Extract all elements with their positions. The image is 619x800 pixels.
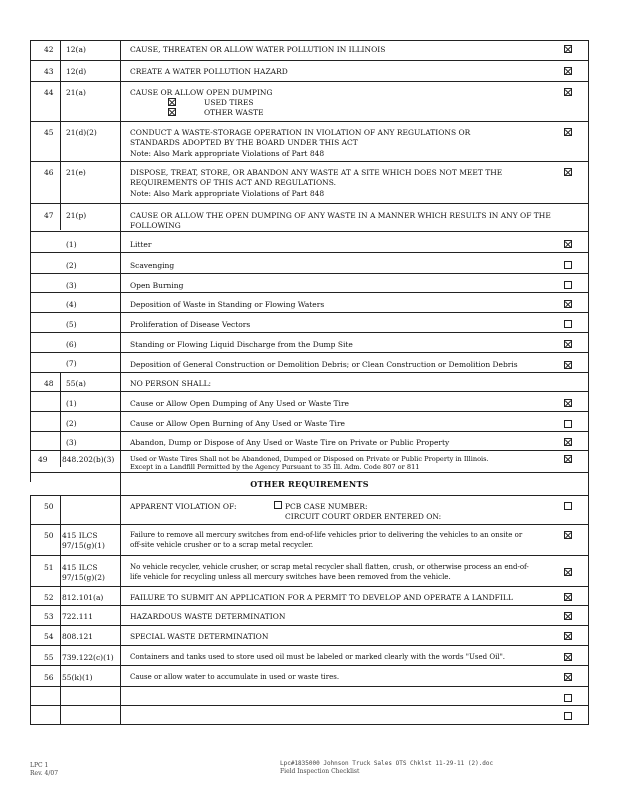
row-46-note: Note: Also Mark appropriate Violations of Part 848 xyxy=(130,189,325,198)
row-43-checkbox[interactable] xyxy=(564,67,572,75)
row-42-checkbox[interactable] xyxy=(564,45,572,53)
row-53-checkbox[interactable] xyxy=(564,612,572,620)
form-id: LPC 1 xyxy=(30,762,49,769)
rule xyxy=(30,555,588,556)
row-50a-number: 50 xyxy=(44,502,54,511)
row-50b-checkbox[interactable] xyxy=(564,531,572,539)
row-50a-checkbox[interactable] xyxy=(564,502,572,510)
row-46-section: 21(e) xyxy=(66,168,86,177)
row-53-section: 722.111 xyxy=(62,612,94,621)
row-52-checkbox[interactable] xyxy=(564,593,572,601)
od-5-text: Proliferation of Disease Vectors xyxy=(130,320,251,329)
row-54-checkbox[interactable] xyxy=(564,632,572,640)
od-4-checkbox[interactable] xyxy=(564,300,572,308)
row-50b-text-line2: off-site vehicle crusher or to a scrap metal recycler. xyxy=(130,541,314,549)
rule xyxy=(30,411,588,412)
row-51-section-line1: 415 ILCS xyxy=(62,563,98,572)
rule xyxy=(30,645,588,646)
od-1-sub: (1) xyxy=(66,240,77,249)
tire-1-text: Cause or Allow Open Dumping of Any Used or Waste Tire xyxy=(130,399,349,408)
pcb-case-checkbox[interactable] xyxy=(274,501,282,509)
tire-1-sub: (1) xyxy=(66,399,77,408)
row-45-text-line2: STANDARDS ADOPTED BY THE BOARD UNDER THIS ACT xyxy=(130,138,358,147)
tire-2-sub: (2) xyxy=(66,419,77,428)
row-45-text-line1: CONDUCT A WASTE-STORAGE OPERATION IN VIOLATION OF ANY REGULATIONS OR xyxy=(130,128,471,137)
row-49-checkbox[interactable] xyxy=(564,455,572,463)
rule xyxy=(30,705,588,706)
row-49-section: 848.202(b)(3) xyxy=(62,455,115,464)
rule xyxy=(30,231,588,232)
od-2-text: Scavenging xyxy=(130,261,175,270)
rule xyxy=(30,203,588,204)
blank-row-2-checkbox[interactable] xyxy=(564,712,572,720)
row-46-checkbox[interactable] xyxy=(564,168,572,176)
tire-3-text: Abandon, Dump or Dispose of Any Used or Waste Tire on Private or Public Property xyxy=(130,438,450,447)
row-47-text-line2: FOLLOWING xyxy=(130,221,181,230)
row-46-text-line1: DISPOSE, TREAT, STORE, OR ABANDON ANY WASTE AT A SITE WHICH DOES NOT MEET THE xyxy=(130,168,503,177)
od-6-checkbox[interactable] xyxy=(564,340,572,348)
od-2-checkbox[interactable] xyxy=(564,261,572,269)
row-52-text: FAILURE TO SUBMIT AN APPLICATION FOR A PERMIT TO DEVELOP AND OPERATE A LANDFILL xyxy=(130,593,513,602)
rule xyxy=(30,665,588,666)
tire-2-checkbox[interactable] xyxy=(564,420,572,428)
rule xyxy=(30,686,588,687)
rule xyxy=(30,252,588,253)
row-55-checkbox[interactable] xyxy=(564,653,572,661)
rule xyxy=(30,724,588,725)
rule xyxy=(30,312,588,313)
other-requirements-header: OTHER REQUIREMENTS xyxy=(250,479,369,489)
rule xyxy=(30,292,588,293)
row-55-section: 739.122(c)(1) xyxy=(62,653,114,662)
od-4-sub: (4) xyxy=(66,300,77,309)
row-56-number: 56 xyxy=(44,673,54,682)
row-50b-section-line2: 97/15(g)(1) xyxy=(62,541,105,550)
col-text-divider xyxy=(120,40,121,725)
circuit-court-label: CIRCUIT COURT ORDER ENTERED ON: xyxy=(285,512,442,521)
row-46-number: 46 xyxy=(44,168,54,177)
col-num-divider xyxy=(60,40,61,230)
row-52-number: 52 xyxy=(44,593,54,602)
row-45-section: 21(d)(2) xyxy=(66,128,97,137)
apparent-violation-label: APPARENT VIOLATION OF: xyxy=(130,502,237,511)
row-43-section: 12(d) xyxy=(66,67,87,76)
rule xyxy=(30,495,588,496)
od-3-checkbox[interactable] xyxy=(564,281,572,289)
od-5-sub: (5) xyxy=(66,320,77,329)
od-2-sub: (2) xyxy=(66,261,77,270)
od-7-sub: (7) xyxy=(66,359,77,368)
row-44-checkbox[interactable] xyxy=(564,88,572,96)
od-4-text: Deposition of Waste in Standing or Flowing Waters xyxy=(130,300,325,309)
row-42-section: 12(a) xyxy=(66,45,86,54)
row-51-text-line1: No vehicle recycler, vehicle crusher, or scrap metal recycler shall flatten, crush, or otherwise process an end-of- xyxy=(130,563,529,571)
row-45-note: Note: Also Mark appropriate Violations of Part 848 xyxy=(130,149,325,158)
rule xyxy=(30,605,588,606)
row-53-number: 53 xyxy=(44,612,54,621)
table-left-border-lower xyxy=(30,495,31,725)
od-6-sub: (6) xyxy=(66,340,77,349)
tire-3-checkbox[interactable] xyxy=(564,438,572,446)
rule xyxy=(30,450,588,451)
row-44-section: 21(a) xyxy=(66,88,86,97)
od-7-checkbox[interactable] xyxy=(564,361,572,369)
row-43-number: 43 xyxy=(44,67,54,76)
rule xyxy=(30,352,588,353)
rule xyxy=(30,273,588,274)
od-6-text: Standing or Flowing Liquid Discharge from the Dump Site xyxy=(130,340,353,349)
document-subtitle: Field Inspection Checklist xyxy=(280,768,360,775)
od-1-checkbox[interactable] xyxy=(564,240,572,248)
rule xyxy=(30,121,588,122)
row-45-checkbox[interactable] xyxy=(564,128,572,136)
row-49-text-line1: Used or Waste Tires Shall not be Abandoned, Dumped or Disposed on Private or Public Property in Illinois. xyxy=(130,455,489,463)
used-tires-checkbox[interactable] xyxy=(168,98,176,106)
row-49-text-line2: Except in a Landfill Permitted by the Agency Pursuant to 35 Ill. Adm. Code 807 or 811 xyxy=(130,463,420,471)
row-55-text: Containers and tanks used to store used oil must be labeled or marked clearly with the words "Used Oil". xyxy=(130,653,506,661)
row-44-number: 44 xyxy=(44,88,54,97)
row-56-section: 55(k)(1) xyxy=(62,673,93,682)
row-42-number: 42 xyxy=(44,45,54,54)
rule xyxy=(30,81,588,82)
row-43-text: CREATE A WATER POLLUTION HAZARD xyxy=(130,67,288,76)
od-5-checkbox[interactable] xyxy=(564,320,572,328)
row-51-number: 51 xyxy=(44,563,54,572)
row-42-text: CAUSE, THREATEN OR ALLOW WATER POLLUTION IN ILLINOIS xyxy=(130,45,386,54)
rule xyxy=(30,332,588,333)
rule xyxy=(30,372,588,373)
rule xyxy=(30,161,588,162)
row-54-number: 54 xyxy=(44,632,54,641)
od-1-text: Litter xyxy=(130,240,152,249)
row-45-number: 45 xyxy=(44,128,54,137)
row-54-section: 808.121 xyxy=(62,632,94,641)
row-51-text-line2: life vehicle for recycling unless all mercury switches have been removed from the vehicle. xyxy=(130,573,451,581)
row-48-text: NO PERSON SHALL: xyxy=(130,379,212,388)
form-rev: Rev. 4/07 xyxy=(30,770,59,777)
row-50b-section-line1: 415 ILCS xyxy=(62,531,98,540)
col-num-divider-mid xyxy=(60,372,61,467)
document-filename: Lpc#1835000 Johnson Truck Sales OTS Chklst 11-29-11 (2).doc xyxy=(280,760,494,767)
row-51-section-line2: 97/15(g)(2) xyxy=(62,573,105,582)
row-51-checkbox[interactable] xyxy=(564,568,572,576)
od-3-text: Open Burning xyxy=(130,281,184,290)
row-47-number: 47 xyxy=(44,211,54,220)
rule xyxy=(30,391,588,392)
rule xyxy=(30,40,588,41)
tire-2-text: Cause or Allow Open Burning of Any Used or Waste Tire xyxy=(130,419,345,428)
od-7-text: Deposition of General Construction or Demolition Debris; or Clean Construction or Demolition Debris xyxy=(130,360,518,369)
pcb-case-label: PCB CASE NUMBER: xyxy=(285,502,368,511)
rule xyxy=(30,60,588,61)
tire-1-checkbox[interactable] xyxy=(564,399,572,407)
row-56-text: Cause or allow water to accumulate in used or waste tires. xyxy=(130,673,340,681)
other-waste-checkbox[interactable] xyxy=(168,108,176,116)
row-52-section: 812.101(a) xyxy=(62,593,104,602)
rule xyxy=(30,431,588,432)
rule xyxy=(30,524,588,525)
row-47-section: 21(p) xyxy=(66,211,87,220)
table-right-border xyxy=(588,40,589,725)
table-left-border xyxy=(30,40,31,482)
row-48-section: 55(a) xyxy=(66,379,86,388)
col-num-divider-lower xyxy=(60,495,61,725)
row-56-checkbox[interactable] xyxy=(564,673,572,681)
row-44-text: CAUSE OR ALLOW OPEN DUMPING xyxy=(130,88,273,97)
tire-3-sub: (3) xyxy=(66,438,77,447)
rule xyxy=(30,586,588,587)
row-55-number: 55 xyxy=(44,653,54,662)
rule xyxy=(30,472,588,473)
row-48-number: 48 xyxy=(44,379,54,388)
row-50b-number: 50 xyxy=(44,531,54,540)
row-53-text: HAZARDOUS WASTE DETERMINATION xyxy=(130,612,286,621)
row-47-text-line1: CAUSE OR ALLOW THE OPEN DUMPING OF ANY WASTE IN A MANNER WHICH RESULTS IN ANY OF THE xyxy=(130,211,551,220)
row-50b-text-line1: Failure to remove all mercury switches from end-of-life vehicles prior to delivering the vehicles to an onsite or xyxy=(130,531,523,539)
other-waste-label: OTHER WASTE xyxy=(204,108,264,117)
row-46-text-line2: REQUIREMENTS OF THIS ACT AND REGULATIONS. xyxy=(130,178,336,187)
rule xyxy=(30,625,588,626)
od-3-sub: (3) xyxy=(66,281,77,290)
row-54-text: SPECIAL WASTE DETERMINATION xyxy=(130,632,269,641)
blank-row-1-checkbox[interactable] xyxy=(564,694,572,702)
used-tires-label: USED TIRES xyxy=(204,98,254,107)
row-49-number: 49 xyxy=(38,455,48,464)
